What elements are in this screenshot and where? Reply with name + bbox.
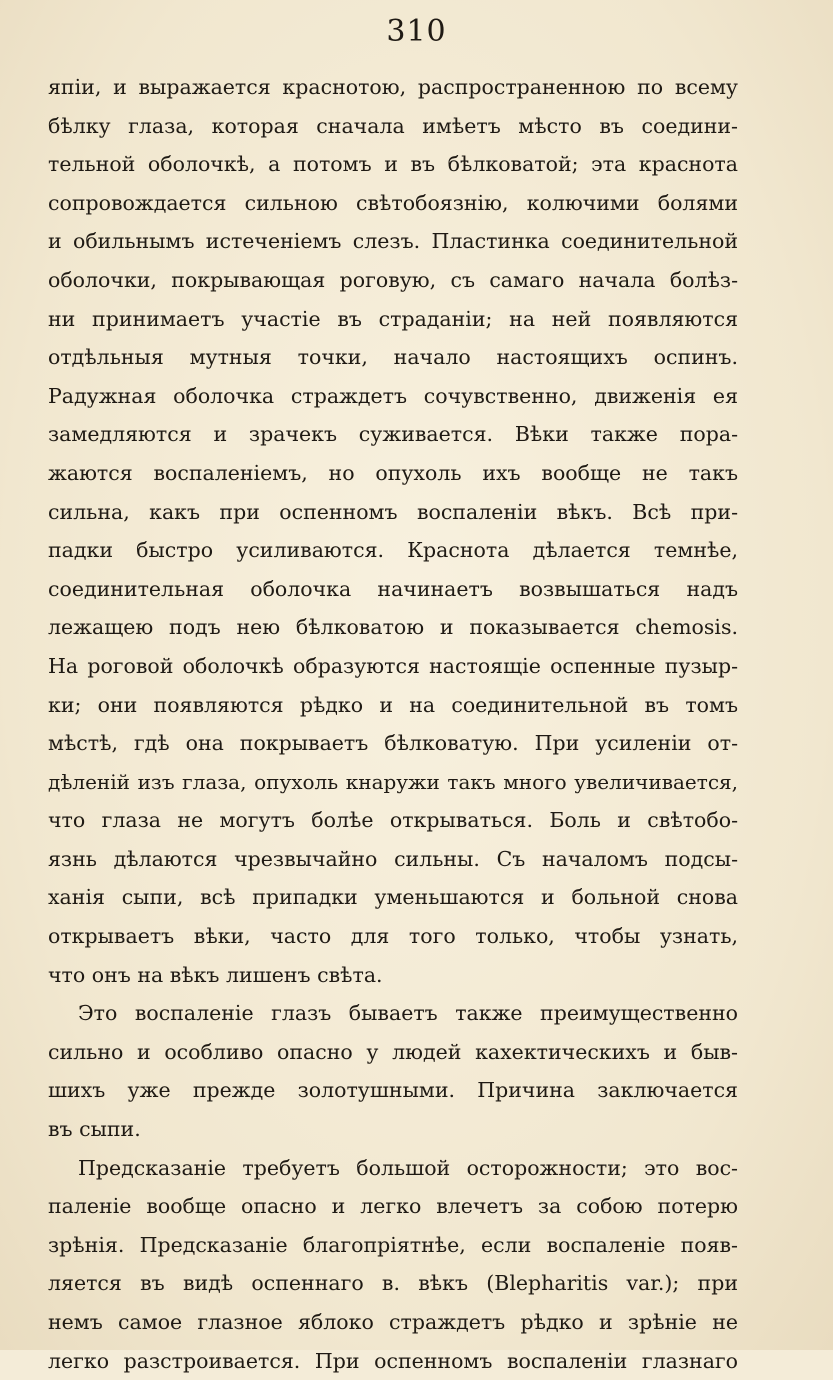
text-line: Радужная оболочка страждетъ сочувственно, движенiя ея bbox=[48, 383, 738, 408]
text-line: и обильнымъ истеченiемъ слезъ. Пластинка соединительной bbox=[48, 229, 738, 254]
text-line: падки быстро усиливаются. Краснота дѣлается темнѣе, bbox=[48, 538, 738, 563]
text-line: Предсказанiе требуетъ большой осторожности; это вос- bbox=[78, 1155, 738, 1180]
text-line: язнь дѣлаются чрезвычайно сильны. Съ началомъ подсы- bbox=[48, 846, 738, 871]
text-line: лежащею подъ нею бѣлковатою и показывается chemosis. bbox=[48, 615, 738, 640]
text-line: ни принимаетъ участiе въ страданiи; на ней появляются bbox=[48, 306, 738, 331]
text-line: замедляются и зрачекъ суживается. Вѣки также пора- bbox=[48, 422, 738, 447]
text-line: мѣстѣ, гдѣ она покрываетъ бѣлковатую. При усиленiи от- bbox=[48, 731, 738, 756]
text-line: сильна, какъ при оспенномъ воспаленiи вѣкъ. Всѣ при- bbox=[48, 499, 738, 524]
text-line: бѣлку глаза, которая сначала имѣетъ мѣсто въ соедини- bbox=[48, 113, 738, 138]
text-line: паленiе вообще опасно и легко влечетъ за собою потерю bbox=[48, 1194, 738, 1219]
text-line: открываетъ вѣки, часто для того только, чтобы узнать, bbox=[48, 924, 738, 949]
text-line: Это воспаленiе глазъ бываетъ также преимущественно bbox=[78, 1001, 738, 1026]
text-line: ки; они появляются рѣдко и на соединительной въ томъ bbox=[48, 692, 738, 717]
text-line: немъ самое глазное яблоко страждетъ рѣдко и зрѣнiе не bbox=[48, 1310, 738, 1334]
text-line: зрѣнiя. Предсказанiе благопрiятнѣе, если воспаленiе появ- bbox=[48, 1232, 738, 1257]
text-line: ханiя сыпи, всѣ припадки уменьшаются и больной снова bbox=[48, 885, 738, 910]
text-line: что глаза не могутъ болѣе открываться. Боль и свѣтобо- bbox=[48, 808, 738, 833]
text-line: сопровождается сильною свѣтобоязнiю, колючими болями bbox=[48, 190, 738, 215]
text-line: соединительная оболочка начинаетъ возвышаться надъ bbox=[48, 576, 738, 601]
text-line: дѣленiй изъ глаза, опухоль кнаружи такъ много увеличивается, bbox=[48, 769, 738, 794]
text-line: оболочки, покрывающая роговую, съ самаго начала болѣз- bbox=[48, 267, 738, 292]
text-line: что онъ на вѣкъ лишенъ свѣта. bbox=[48, 962, 383, 987]
text-line: жаются воспаленiемъ, но опухоль ихъ вообще не такъ bbox=[48, 460, 738, 485]
text-line: ляется въ видѣ оспеннаго в. вѣкъ (Blepharitis var.); при bbox=[48, 1271, 738, 1296]
text-line: сильно и особливо опасно у людей кахектическихъ и быв- bbox=[48, 1039, 738, 1064]
text-line: япiи, и выражается краснотою, распространенною по всему bbox=[48, 75, 738, 99]
text-line: тельной оболочкѣ, а потомъ и въ бѣлковатой; эта краснота bbox=[48, 152, 738, 177]
text-line: шихъ уже прежде золотушными. Причина заключается bbox=[48, 1078, 738, 1103]
text-line: отдѣльныя мутныя точки, начало настоящихъ оспинъ. bbox=[48, 345, 738, 370]
body-text bbox=[48, 68, 738, 1380]
page-number: 310 bbox=[386, 14, 447, 49]
text-line: въ сыпи. bbox=[48, 1117, 141, 1142]
text-line: На роговой оболочкѣ образуются настоящiе оспенные пузыр- bbox=[48, 653, 738, 678]
text-line: легко разстроивается. При оспенномъ воспаленiи глазнаго bbox=[48, 1348, 738, 1373]
